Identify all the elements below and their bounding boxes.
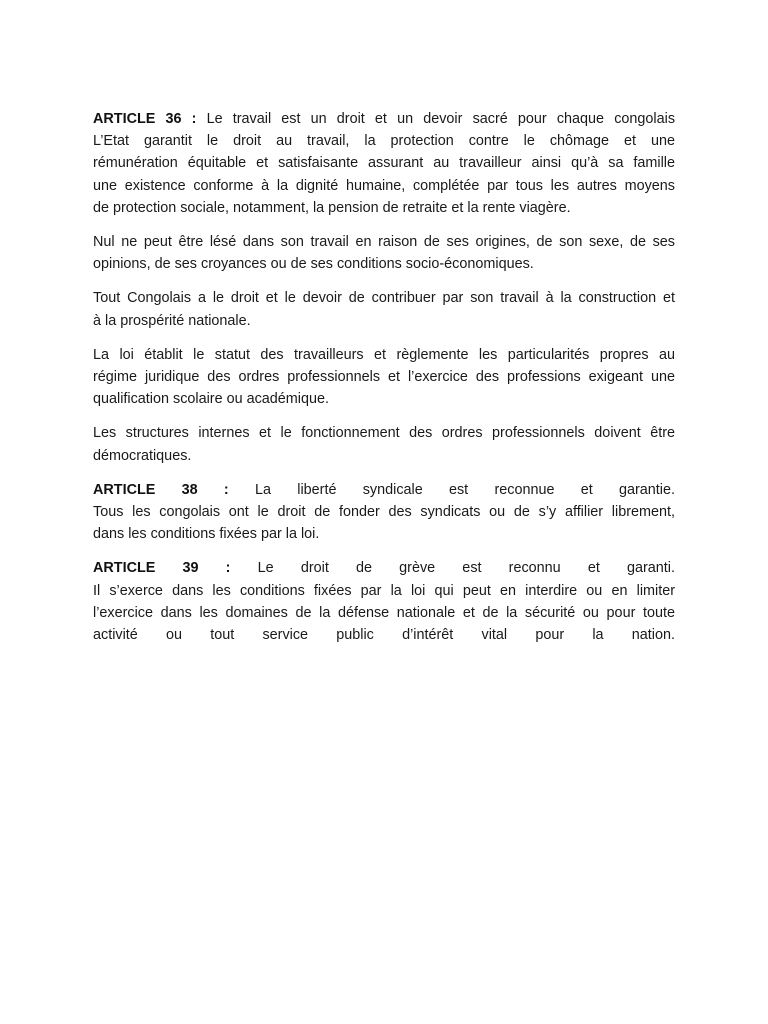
paragraph-line: démocratiques. — [93, 447, 192, 464]
paragraph-line: qualification scolaire ou académique. — [93, 391, 329, 408]
article-36-line-5: de protection sociale, notamment, la pension de retraite et la rente viagère. — [93, 199, 571, 216]
paragraph-line: régime juridique des ordres professionnels et l’exercice des professions exigeant une — [93, 369, 675, 386]
article-36-line-2: L’Etat garantit le droit au travail, la protection contre le chômage et une — [93, 133, 675, 150]
paragraph-line: à la prospérité nationale. — [93, 312, 251, 329]
paragraph-line: La loi établit le statut des travailleurs et règlemente les particularités propres au — [93, 346, 675, 363]
paragraph-contribution — [93, 287, 675, 331]
article-38-line-2: Tous les congolais ont le droit de fonder des syndicats ou de s’y affilier librement, — [93, 504, 675, 521]
article-36-line-4: une existence conforme à la dignité humaine, complétée par tous les autres moyens — [93, 177, 675, 194]
article-38-label: ARTICLE 38 : — [93, 481, 229, 498]
article-36-text-1: Le travail est un droit et un devoir sacré pour chaque congolais — [206, 111, 676, 127]
article-39-line-2: Il s’exerce dans les conditions fixées par la loi qui peut en interdire ou en limiter — [93, 582, 675, 599]
article-36-label: ARTICLE 36 : — [93, 111, 197, 127]
paragraph-line: Nul ne peut être lésé dans son travail en raison de ses origines, de son sexe, de ses — [93, 234, 675, 251]
article-39-line-3: l’exercice dans les domaines de la défense nationale et de la sécurité ou pour toute — [93, 604, 675, 621]
article-36-line-1 — [93, 108, 675, 130]
article-39-text-1: Le droit de grève est reconnu et garanti. — [257, 560, 675, 577]
article-39-line-4: activité ou tout service public d’intérêt vital pour la nation. — [93, 627, 675, 644]
article-38 — [93, 479, 675, 546]
article-39-label: ARTICLE 39 : — [93, 560, 231, 577]
article-39 — [93, 557, 675, 646]
paragraph-structures — [93, 422, 675, 466]
document-page — [93, 108, 675, 658]
article-38-line-3: dans les conditions fixées par la loi. — [93, 526, 320, 543]
article-39-line-1 — [93, 557, 675, 579]
article-38-text-1: La liberté syndicale est reconnue et garantie. — [254, 481, 676, 498]
article-38-line-1 — [93, 479, 675, 501]
article-36 — [93, 108, 675, 219]
paragraph-line: Tout Congolais a le droit et le devoir de contribuer par son travail à la construction et — [93, 290, 675, 307]
paragraph-line: Les structures internes et le fonctionnement des ordres professionnels doivent être — [93, 425, 675, 442]
paragraph-statut — [93, 344, 675, 411]
article-36-line-3: rémunération équitable et satisfaisante assurant au travailleur ainsi qu’à sa famille — [93, 155, 675, 172]
paragraph-non-discrimination — [93, 231, 675, 275]
paragraph-line: opinions, de ses croyances ou de ses conditions socio-économiques. — [93, 256, 534, 273]
